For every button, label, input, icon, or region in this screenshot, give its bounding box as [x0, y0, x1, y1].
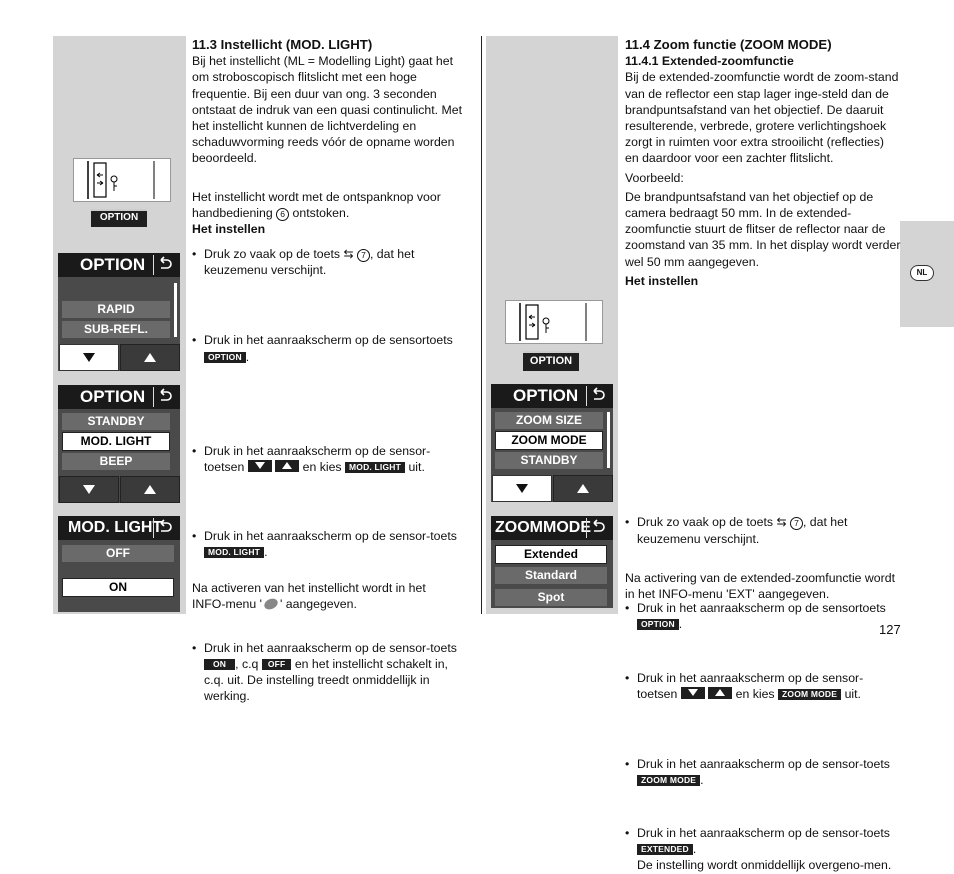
- back-icon[interactable]: [153, 518, 176, 538]
- on-tag: ON: [204, 659, 235, 670]
- down-arrow-icon: [248, 460, 272, 472]
- left-step-2: • Druk in het aanraakscherm op de sensortoets OPTION .: [192, 332, 466, 364]
- subheading: 11.4.1 Extended-zoomfunctie: [625, 54, 794, 69]
- screen-title: OPTION: [491, 384, 613, 408]
- menu-item-zoom-mode[interactable]: ZOOM MODE: [495, 431, 603, 450]
- menu-item-off[interactable]: OFF: [62, 545, 174, 562]
- zoom-mode-tag: ZOOM MODE: [637, 775, 700, 786]
- menu-item-sub-refl[interactable]: SUB-REFL.: [62, 321, 170, 338]
- back-icon[interactable]: [153, 255, 176, 275]
- column-divider: [481, 36, 482, 614]
- up-button[interactable]: [120, 344, 180, 371]
- screen-title: OPTION: [58, 253, 180, 277]
- back-icon[interactable]: [586, 386, 609, 406]
- release-paragraph: Het instellicht wordt met de ontspanknop voor handbediening 6 ontstoken. Het instellen: [192, 189, 467, 238]
- screen-option-1: [58, 253, 180, 371]
- right-step-4: • Druk in het aanraakscherm op de sensor-toets ZOOM MODE .: [625, 756, 902, 788]
- down-button[interactable]: [59, 476, 119, 503]
- language-badge: NL: [910, 265, 934, 281]
- scrollbar[interactable]: [174, 283, 177, 337]
- menu-item-rapid[interactable]: RAPID: [62, 301, 170, 318]
- off-tag: OFF: [262, 659, 292, 670]
- extended-tag: EXTENDED: [637, 844, 693, 855]
- page-number: 127: [879, 622, 901, 637]
- screen-mod-light: [58, 516, 180, 612]
- paragraph-2: De brandpuntsafstand van het objectief op de camera bedraagt 50 mm. In de extended-zoomfunctie stuurt de flitser de reflector naar de zoomstand van 35 mm. In het display wordt verder wel 50 mm aangegeven.: [625, 189, 901, 269]
- scrollbar[interactable]: [607, 412, 610, 468]
- flash-button-illustration-right: [505, 300, 603, 344]
- back-icon[interactable]: [153, 387, 176, 407]
- menu-item-mod-light[interactable]: MOD. LIGHT: [62, 432, 170, 451]
- screen-zoommode: [491, 516, 613, 608]
- menu-item-standby[interactable]: STANDBY: [62, 413, 170, 430]
- down-button[interactable]: [59, 344, 119, 371]
- menu-item-extended[interactable]: Extended: [495, 545, 607, 564]
- left-text-column: [192, 37, 470, 167]
- right-text-column: [625, 37, 901, 289]
- option-tag: OPTION: [637, 619, 679, 630]
- down-button[interactable]: [492, 475, 552, 502]
- screen-title: MOD. LIGHT: [58, 516, 180, 540]
- left-step-5: • Druk in het aanraakscherm op de sensor-toets ON , c.q OFF en het instellicht schakelt in, c.q. uit. De instelling treedt onmiddellijk in werking.: [192, 640, 469, 705]
- menu-item-on[interactable]: ON: [62, 578, 174, 597]
- number-6-icon: 6: [276, 208, 289, 221]
- mod-light-tag: MOD. LIGHT: [204, 547, 264, 558]
- swap-arrows-icon: ⇆: [776, 515, 787, 530]
- option-button-right[interactable]: OPTION: [523, 351, 579, 371]
- left-step-4: • Druk in het aanraakscherm op de sensor-toets MOD. LIGHT .: [192, 528, 469, 560]
- right-final: Na activering van de extended-zoomfunctie wordt in het INFO-menu 'EXT' aangegeven.: [625, 571, 895, 602]
- subheading-2: Het instellen: [625, 273, 699, 288]
- section-heading: 11.4 Zoom functie (ZOOM MODE): [625, 37, 832, 52]
- flash-button-illustration-left: [73, 158, 171, 202]
- menu-item-beep[interactable]: BEEP: [62, 453, 170, 470]
- right-step-5: • Druk in het aanraakscherm op de sensor-toets EXTENDED . De instelling wordt onmiddellijk overgeno-men.: [625, 825, 902, 874]
- subheading: Het instellen: [192, 222, 266, 237]
- mod-light-tag: MOD. LIGHT: [345, 462, 405, 473]
- screen-title: OPTION: [58, 385, 180, 409]
- section-heading: 11.3 Instellicht (MOD. LIGHT): [192, 37, 373, 52]
- intro-paragraph: Bij het instellicht (ML = Modelling Light) gaat het om stroboscopisch flitslicht met een hoge frequentie. Bij een duur van ong. 3 seconden ontstaat de indruk van een quasi continulicht. Met het instellicht kunnen de lichtverdeling en schaduwvorming reeds vóór de opname worden beoordeeld.: [192, 54, 463, 166]
- up-arrow-icon: [275, 460, 299, 472]
- up-arrow-icon: [708, 687, 732, 699]
- screen-option-zoom: [491, 384, 613, 502]
- example-label: Voorbeeld:: [625, 170, 684, 185]
- down-arrow-icon: [681, 687, 705, 699]
- menu-item-zoom-size[interactable]: ZOOM SIZE: [495, 412, 603, 429]
- right-step-3: • Druk in het aanraakscherm op de sensor-toetsen en kies ZOOM MODE uit.: [625, 670, 902, 702]
- right-step-1: • Druk zo vaak op de toets ⇆ 7 , dat het keuzemenu verschijnt.: [625, 514, 899, 546]
- left-step-1: • Druk zo vaak op de toets ⇆ 7 , dat het keuzemenu verschijnt.: [192, 246, 466, 278]
- menu-item-standby[interactable]: STANDBY: [495, 452, 603, 469]
- right-step-2: • Druk in het aanraakscherm op de sensortoets OPTION .: [625, 600, 899, 632]
- option-button-left[interactable]: OPTION: [91, 209, 147, 227]
- paragraph-1: Bij de extended-zoomfunctie wordt de zoom-stand van de reflector een stap lager inge-steld dan de brandpuntsafstand van het objectief. De daaruit resulterende, verbrede, grotere verlichtingshoek zorgt in ruimten voor extra strooilicht (reflecties) en daardoor voor een zachter flitslicht.: [625, 70, 899, 166]
- up-button[interactable]: [120, 476, 180, 503]
- zoom-mode-tag: ZOOM MODE: [778, 689, 841, 700]
- number-7-icon: 7: [357, 249, 370, 262]
- modelling-light-icon: [262, 598, 280, 610]
- left-final: Na activeren van het instellicht wordt in het INFO-menu ' ' aangegeven.: [192, 581, 426, 612]
- menu-item-spot[interactable]: Spot: [495, 589, 607, 606]
- up-button[interactable]: [553, 475, 613, 502]
- screen-title: ZOOMMODE: [491, 516, 613, 540]
- option-tag: OPTION: [204, 352, 246, 363]
- swap-arrows-icon: ⇆: [343, 247, 354, 261]
- back-icon[interactable]: [586, 518, 609, 538]
- left-step-3: • Druk in het aanraakscherm op de sensor-toetsen en kies MOD. LIGHT uit.: [192, 443, 469, 475]
- menu-item-standard[interactable]: Standard: [495, 567, 607, 584]
- number-7-icon: 7: [790, 517, 803, 530]
- screen-option-2: [58, 385, 180, 503]
